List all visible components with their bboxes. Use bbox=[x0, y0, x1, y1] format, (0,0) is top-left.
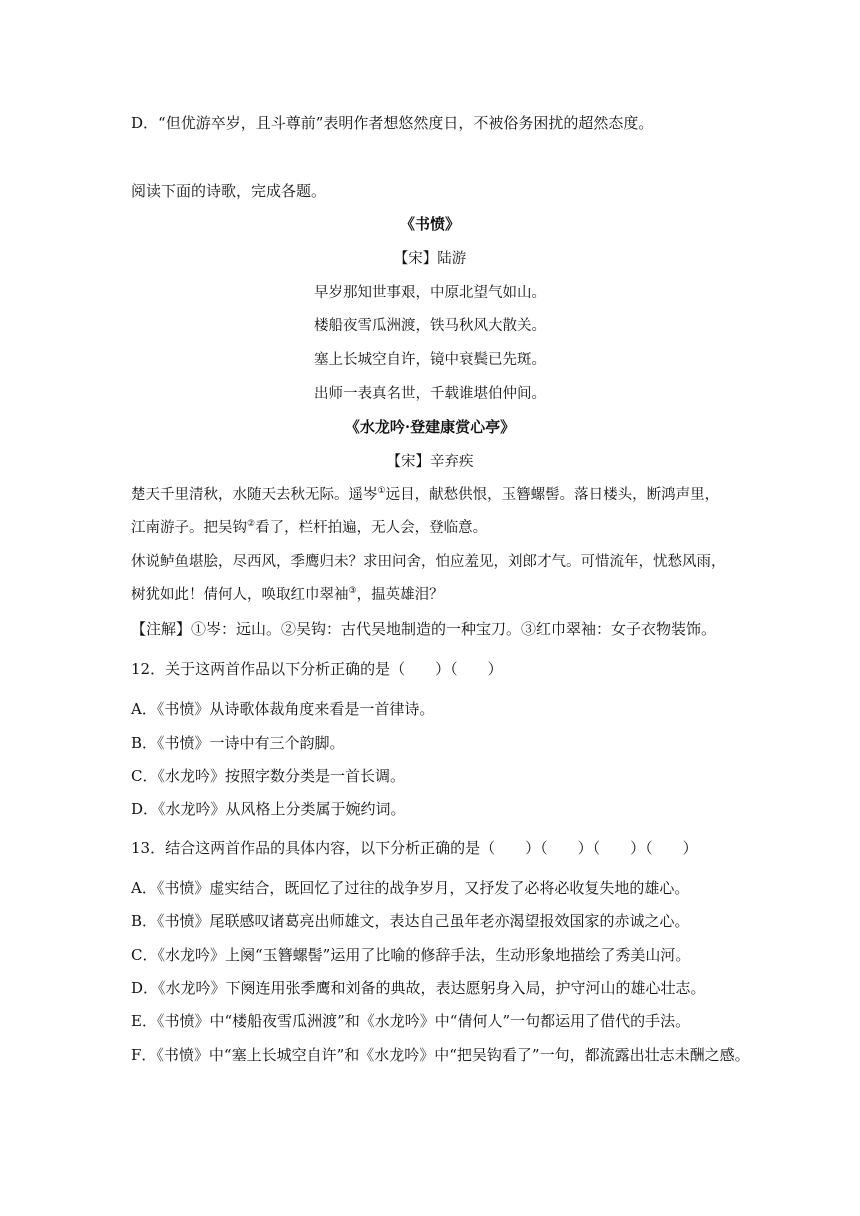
q12-option-b: B．《书愤》一诗中有三个韵脚。 bbox=[131, 734, 345, 752]
poem1-title: 《书愤》 bbox=[399, 215, 460, 233]
poem2-title: 《水龙吟·登建康赏心亭》 bbox=[344, 418, 516, 436]
q12-option-d: D．《水龙吟》从风格上分类属于婉约词。 bbox=[131, 800, 406, 818]
poem2-line-4: 树犹如此！倩何人，唤取红巾翠袖③，揾英雄泪？ bbox=[131, 586, 444, 603]
q13-stem: 13．结合这两首作品的具体内容，以下分析正确的是（ ）（ ）（ ）（ ） bbox=[131, 839, 698, 857]
prev-option-d: D．“但优游卒岁，且斗尊前”表明作者想悠然度日，不被俗务困扰的超然态度。 bbox=[131, 114, 654, 132]
poem1-line-4: 出师一表真名世，千载谁堪伯仲间。 bbox=[314, 386, 546, 402]
footnote-marker-2: ② bbox=[247, 519, 256, 530]
q13-option-a: A．《书愤》虚实结合，既回忆了过往的战争岁月，又抒发了必将必收复失地的雄心。 bbox=[131, 879, 690, 897]
poem2-line-2: 江南游子。把吴钩②看了，栏杆拍遍，无人会，登临意。 bbox=[131, 519, 488, 536]
q13-option-b: B．《书愤》尾联感叹诸葛亮出师雄文，表达自己虽年老亦渴望报效国家的赤诚之心。 bbox=[131, 912, 690, 930]
q13-option-d: D．《水龙吟》下阕连用张季鹰和刘备的典故，表达愿躬身入局，护守河山的雄心壮志。 bbox=[131, 979, 706, 997]
poem1-line-2: 楼船夜雪瓜洲渡，铁马秋风大散关。 bbox=[314, 318, 546, 334]
poem2-line-1: 楚天千里清秋，水随天去秋无际。遥岑①远目，献愁供恨，玉簪螺髻。落日楼头，断鸿声里， bbox=[131, 486, 720, 503]
q12-option-c: C．《水龙吟》按照字数分类是一首长调。 bbox=[131, 767, 405, 785]
poem1-author: 【宋】陆游 bbox=[393, 251, 467, 267]
poem2-line-3: 休说鲈鱼堪脍，尽西风，季鹰归未？求田问舍，怕应羞见，刘郎才气。可惜流年，忧愁风雨， bbox=[131, 554, 726, 570]
instruction: 阅读下面的诗歌，完成各题。 bbox=[131, 182, 327, 200]
q12-stem: 12．关于这两首作品以下分析正确的是（ ）（ ） bbox=[131, 660, 503, 678]
footnote-marker-3: ③ bbox=[348, 586, 357, 597]
annotation: 【注解】①岑：远山。②吴钩：古代吴地制造的一种宝刀。③红巾翠袖：女子衣物装饰。 bbox=[131, 620, 717, 638]
poem1-line-1: 早岁那知世事艰，中原北望气如山。 bbox=[314, 285, 546, 301]
q13-option-e: E．《书愤》中“楼船夜雪瓜洲渡”和《水龙吟》中“倩何人”一句都运用了借代的手法。 bbox=[131, 1012, 691, 1030]
footnote-marker-1: ① bbox=[377, 486, 386, 497]
poem1-line-3: 塞上长城空自许，镜中衰鬓已先斑。 bbox=[314, 352, 546, 368]
q12-option-a: A．《书愤》从诗歌体裁角度来看是一首律诗。 bbox=[131, 700, 435, 718]
poem2-author: 【宋】辛弃疾 bbox=[386, 454, 474, 470]
q13-option-c: C．《水龙吟》上阕“玉簪螺髻”运用了比喻的修辞手法，生动形象地描绘了秀美山河。 bbox=[131, 946, 691, 964]
q13-option-f: F．《书愤》中“塞上长城空自许”和《水龙吟》中“把吴钩看了”一句，都流露出壮志未酬之感。 bbox=[131, 1046, 750, 1064]
